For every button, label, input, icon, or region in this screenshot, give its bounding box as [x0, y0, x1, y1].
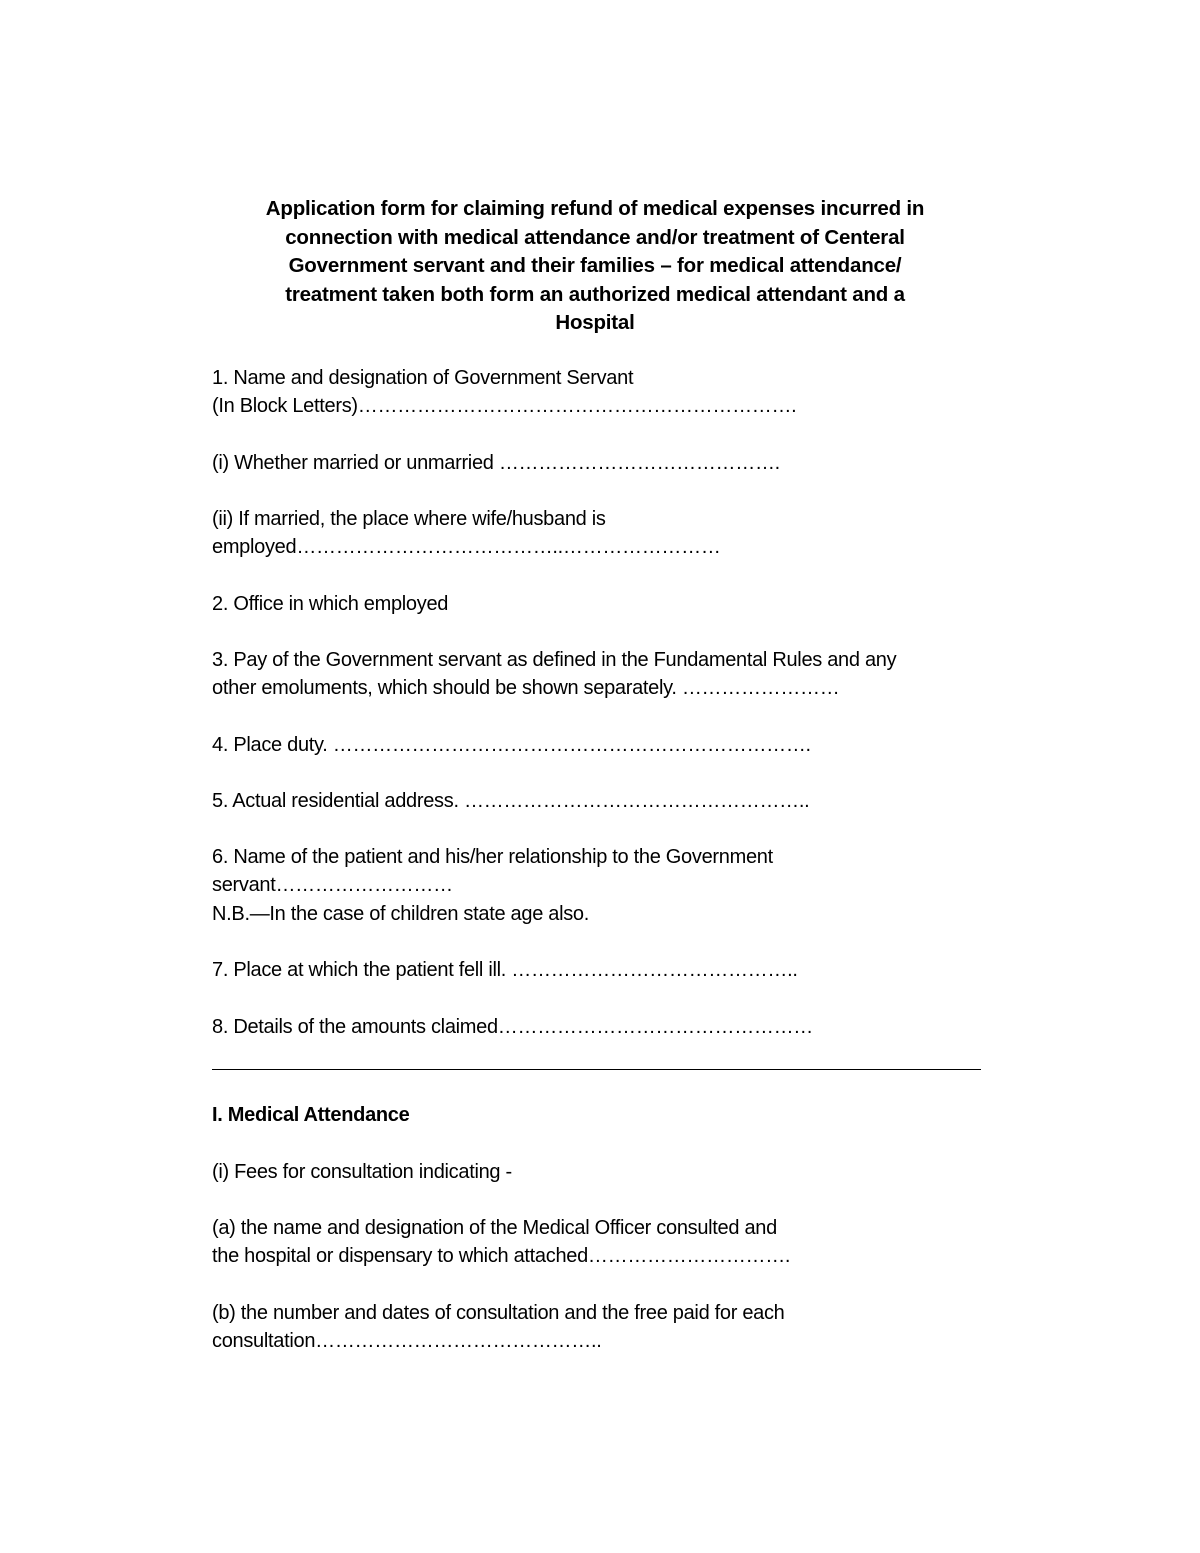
title-line: Hospital: [555, 311, 635, 334]
item-a-label: (a) the name and designation of the Medical Officer consulted and: [212, 1217, 777, 1239]
item-5-address: 5. Actual residential address. ……………………………………………..: [212, 790, 810, 812]
horizontal-rule: [212, 1069, 981, 1070]
fees-label: (i) Fees for consultation indicating -: [212, 1161, 512, 1183]
item-6-patient-label: 6. Name of the patient and his/her relationship to the Government: [212, 846, 773, 868]
item-1-label: 1. Name and designation of Government Servant: [212, 367, 634, 389]
item-1-name-blank: (In Block Letters)………………………………………………………….: [212, 395, 797, 417]
item-3-pay-label: 3. Pay of the Government servant as defined in the Fundamental Rules and any: [212, 649, 897, 671]
title-line: Application form for claiming refund of medical expenses incurred in: [265, 197, 925, 220]
item-4-place-duty: 4. Place duty. ……………………………………………………………….: [212, 734, 811, 756]
item-1-spouse-blank: employed…………………………………..……………………: [212, 536, 721, 558]
section-heading: I. Medical Attendance: [212, 1104, 410, 1126]
item-6-note: N.B.—In the case of children state age also.: [212, 903, 590, 925]
title-line: treatment taken both form an authorized medical attendant and a: [285, 282, 905, 306]
item-2-office: 2. Office in which employed: [212, 593, 449, 615]
item-6-patient-blank: servant………………………: [212, 874, 453, 896]
title-line: connection with medical attendance and/or treatment of Centeral: [285, 225, 905, 249]
item-b-label: (b) the number and dates of consultation and the free paid for each: [212, 1302, 785, 1324]
item-a-blank: the hospital or dispensary to which attached………………………….: [212, 1245, 791, 1267]
item-7-place-ill: 7. Place at which the patient fell ill. ……………………………………..: [212, 959, 798, 981]
title-line: Government servant and their families – for medical attendance/: [288, 254, 902, 277]
item-3-pay-blank: other emoluments, which should be shown separately. ……………………: [212, 677, 840, 699]
item-1-spouse-label: (ii) If married, the place where wife/husband is: [212, 508, 606, 530]
form-title: [200, 195, 990, 338]
item-b-blank: consultation……………………………………..: [212, 1330, 602, 1352]
item-8-amounts: 8. Details of the amounts claimed…………………………………………: [212, 1016, 814, 1038]
item-1-marital-status: (i) Whether married or unmarried …………………………………….: [212, 452, 780, 474]
